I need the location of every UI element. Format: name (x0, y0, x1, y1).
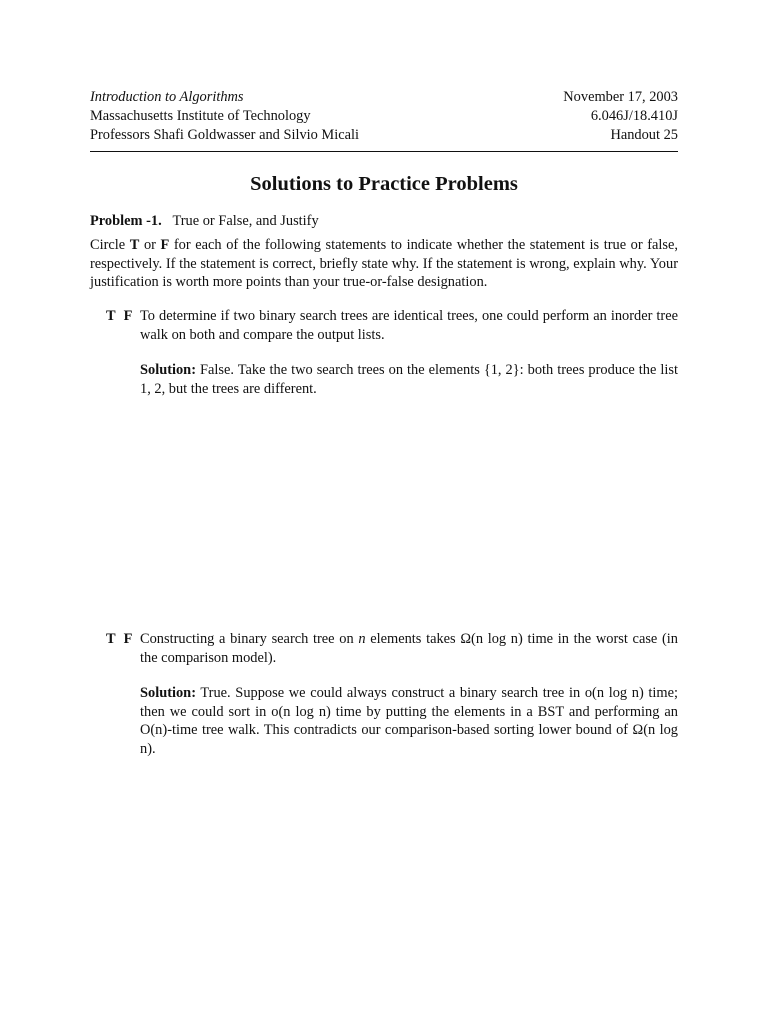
true-marker: T (106, 631, 116, 647)
intro-text-3: for each of the following statements to indicate whether the statement is true or false, respectively. If the statement is correct, briefly state why. If the statement is wrong, explain why. Your justification is worth more points than your true-or-false designation. (90, 237, 678, 290)
statement-2 (140, 630, 678, 667)
solution-2-text-a: True. Suppose we could always construct a binary search tree in (195, 685, 585, 701)
statement-2-text-c: time in the worst case (in the comparison model). (140, 631, 678, 666)
intro-text-1: Circle (90, 237, 130, 253)
intro-true-letter: T (129, 237, 140, 253)
solution-2-text-e: . (152, 740, 156, 757)
header-rule (90, 151, 678, 152)
solution-2-omega: Ω(n log n) (140, 722, 679, 757)
professors: Professors Shafi Goldwasser and Silvio Micali (90, 127, 359, 143)
solution-1-set: {1, 2} (483, 362, 520, 378)
problem-instructions (90, 236, 678, 292)
solution-2 (140, 684, 678, 758)
problem-heading (90, 212, 319, 231)
solution-1-list: 1, 2 (140, 380, 162, 397)
solution-1 (140, 361, 678, 398)
solution-label: Solution: (140, 685, 196, 701)
intro-false-letter: F (160, 237, 170, 253)
problem-title: True or False, and Justify (172, 213, 319, 229)
solution-1-text-c: , but the trees are different. (161, 380, 317, 397)
false-marker: F (123, 631, 133, 647)
statement-2-n: n (358, 631, 366, 647)
page-title: Solutions to Practice Problems (250, 173, 518, 195)
solution-2-little-o-1: o(n log n) (584, 685, 644, 701)
solution-2-text-c: time by putting the elements in a BST and performing an (330, 703, 678, 720)
header-row-1 (90, 88, 678, 107)
solution-1-text-b: : both trees produce the list (519, 362, 678, 378)
institute-name: Massachusetts Institute of Technology (90, 108, 311, 124)
false-marker: F (123, 308, 133, 324)
statement-2-text-b: elements takes (365, 631, 461, 647)
course-name: Introduction to Algorithms (90, 89, 244, 105)
statement-2-text-a: Constructing a binary search tree on (140, 631, 359, 647)
problem-label: Problem -1. (90, 213, 162, 229)
solution-2-little-o-2: o(n log n) (271, 703, 331, 720)
solution-1-text-a: False. Take the two search trees on the elements (195, 362, 484, 378)
solution-2-big-o: O(n) (140, 722, 168, 738)
tf-choice-2 (106, 630, 132, 649)
intro-text-2: or (139, 237, 161, 253)
true-marker: T (106, 308, 116, 324)
solution-2-text-d: -time tree walk. This contradicts our comparison-based sorting lower bound of (167, 722, 633, 738)
header-row-3 (90, 126, 678, 145)
solution-label: Solution: (140, 362, 196, 378)
statement-1: To determine if two binary search trees are identical trees, one could perform an inorder tree walk on both and compare the output lists. (140, 308, 678, 343)
solution-2-text-b: time; then we could sort in (140, 685, 678, 720)
handout-date: November 17, 2003 (563, 89, 678, 105)
header-row-2 (90, 107, 678, 126)
handout-number: Handout 25 (610, 127, 678, 143)
tf-choice-1 (106, 307, 132, 326)
statement-2-omega: Ω(n log n) (460, 631, 523, 647)
course-number: 6.046J/18.410J (590, 108, 678, 124)
